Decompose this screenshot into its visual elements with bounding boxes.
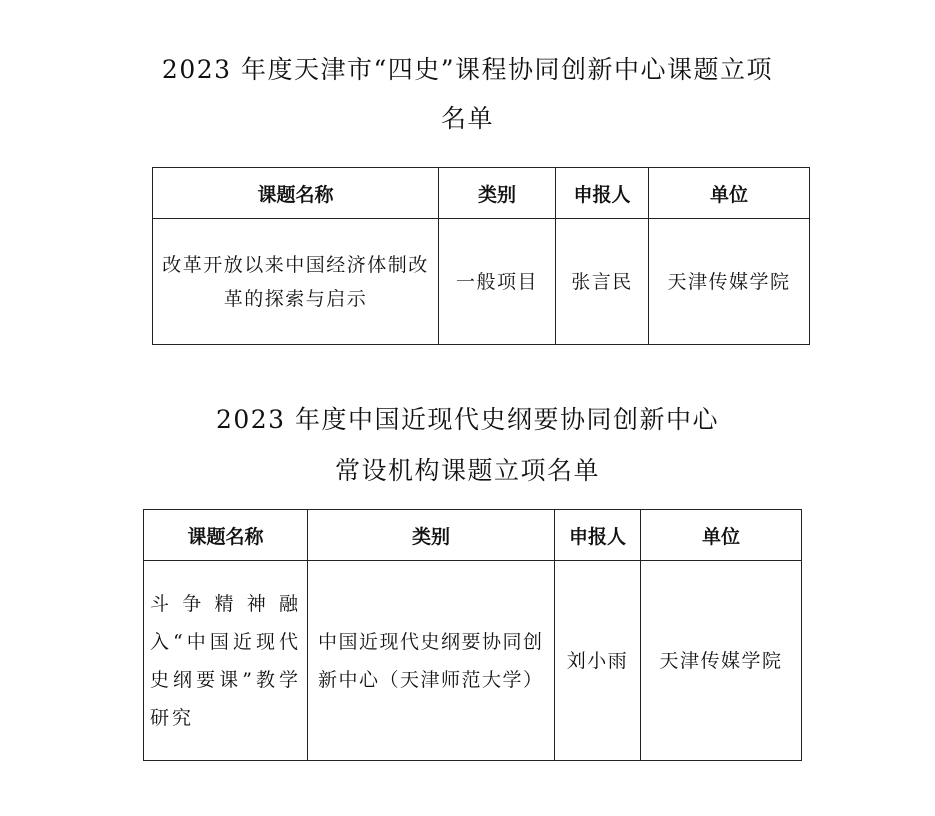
cell-topic: 斗争精神融入“中国近现代史纲要课”教学研究 bbox=[144, 561, 308, 761]
header-applicant: 申报人 bbox=[555, 510, 641, 561]
cell-category: 中国近现代史纲要协同创新中心（天津师范大学） bbox=[308, 561, 555, 761]
header-applicant: 申报人 bbox=[556, 168, 649, 219]
table-header-row bbox=[153, 168, 810, 219]
cell-applicant: 刘小雨 bbox=[555, 561, 641, 761]
header-topic: 课题名称 bbox=[144, 510, 308, 561]
section2-title-line2: 常设机构课题立项名单 bbox=[334, 456, 600, 485]
section2-title-line1: 2023 年度中国近现代史纲要协同创新中心 bbox=[215, 405, 720, 434]
section1-title-line1: 2023 年度天津市“四史”课程协同创新中心课题立项 bbox=[161, 55, 774, 84]
project-table-2 bbox=[143, 509, 802, 761]
table-header-row bbox=[144, 510, 802, 561]
cell-applicant: 张言民 bbox=[556, 219, 649, 345]
cell-unit: 天津传媒学院 bbox=[641, 561, 802, 761]
section1-title-line2: 名单 bbox=[440, 104, 494, 133]
table-row bbox=[144, 561, 802, 761]
cell-unit: 天津传媒学院 bbox=[649, 219, 810, 345]
header-unit: 单位 bbox=[649, 168, 810, 219]
header-topic: 课题名称 bbox=[153, 168, 439, 219]
table-row bbox=[153, 219, 810, 345]
header-unit: 单位 bbox=[641, 510, 802, 561]
cell-category: 一般项目 bbox=[439, 219, 556, 345]
header-category: 类别 bbox=[439, 168, 556, 219]
cell-topic: 改革开放以来中国经济体制改革的探索与启示 bbox=[153, 219, 439, 345]
header-category: 类别 bbox=[308, 510, 555, 561]
project-table-1 bbox=[152, 167, 810, 345]
